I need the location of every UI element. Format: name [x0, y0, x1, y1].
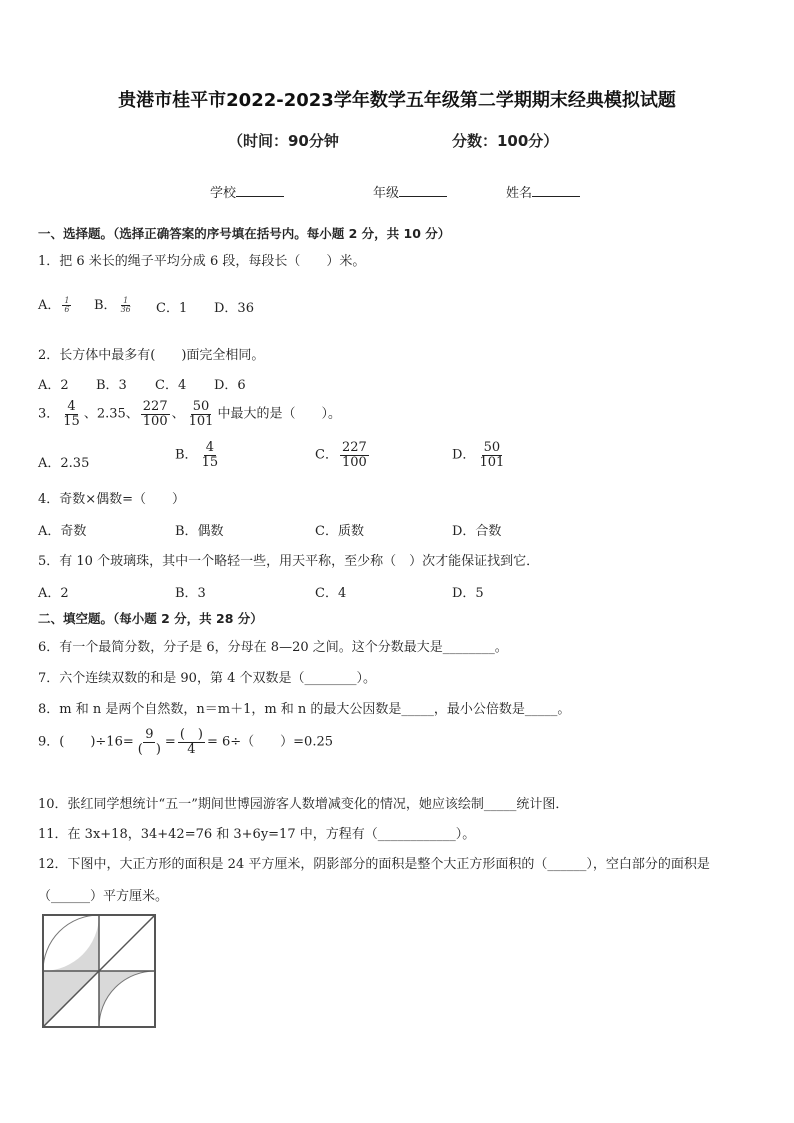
q5-option-b: B．3 [175, 586, 206, 601]
exam-time: （时间：90分钟 [228, 132, 339, 150]
q1-option-b: B． $\frac{1}{36}$ [94, 295, 131, 314]
question-2: 2．长方体中最多有( )面完全相同。 [38, 348, 265, 363]
question-4: 4．奇数×偶数=（ ） [38, 492, 186, 507]
question-7: 7．六个连续双数的和是 90，第 4 个双数是（________）。 [38, 671, 376, 686]
q3-option-d: D． $\frac{50}{101}$ [452, 440, 505, 470]
fraction: $\frac{9}{( )}$ [137, 727, 161, 757]
fraction: $\frac{227}{100}$ [142, 399, 168, 429]
grade-label: 年级 [373, 186, 400, 201]
school-label: 学校 [210, 186, 237, 201]
name-blank [532, 183, 580, 197]
q2-option-c: C．4 [155, 378, 187, 393]
question-9: 9．( )÷16= $\frac{9}{( )}$ = $\frac{( )}{4}$ = 6÷（ ）=0.25 [38, 727, 333, 757]
q5-option-a: A．2 [38, 586, 69, 601]
fraction: $\frac{1}{36}$ [120, 295, 131, 314]
fraction: $\frac{( )}{4}$ [179, 727, 203, 757]
question-8: 8．m 和 n 是两个自然数，n＝m＋1，m 和 n 的最大公因数是_____，最小公倍数是_____。 [38, 702, 571, 717]
question-6: 6．有一个最简分数，分子是 6，分母在 8—20 之间。这个分数最大是________。 [38, 640, 508, 655]
fraction: $\frac{4}{15}$ [63, 399, 80, 429]
q2-option-a: A．2 [38, 378, 69, 393]
fraction: $\frac{227}{100}$ [341, 440, 367, 470]
q2-option-b: B．3 [96, 378, 127, 393]
q1-option-c: C．1 [156, 301, 188, 316]
q1-option-a: A． $\frac{1}{6}$ [38, 295, 70, 314]
square-figure [40, 912, 158, 1030]
fraction: $\frac{4}{15}$ [201, 440, 219, 470]
school-blank [236, 183, 284, 197]
fraction: $\frac{50}{101}$ [479, 440, 505, 470]
q3-option-a: A．2.35 [38, 456, 90, 471]
question-12-continued: （______）平方厘米。 [38, 889, 169, 904]
question-3: 3． $\frac{4}{15}$ 、2.35、 $\frac{227}{100}$ 、 $\frac{50}{101}$ 中最大的是（ ）。 [38, 399, 341, 429]
fraction: $\frac{50}{101}$ [188, 399, 214, 429]
grade-blank [399, 183, 447, 197]
school-field [210, 182, 284, 201]
q2-option-d: D．6 [214, 378, 246, 393]
question-12: 12．下图中，大正方形的面积是 24 平方厘米，阴影部分的面积是整个大正方形面积的（______），空白部分的面积是 [38, 857, 710, 872]
fraction: $\frac{1}{6}$ [64, 295, 70, 314]
q4-option-b: B．偶数 [175, 524, 224, 539]
q4-option-c: C．质数 [315, 524, 364, 539]
question-1: 1．把 6 米长的绳子平均分成 6 段，每段长（ ）米。 [38, 254, 366, 269]
grade-field [373, 182, 447, 201]
name-field [506, 182, 580, 201]
q4-option-a: A．奇数 [38, 524, 87, 539]
question-5: 5．有 10 个玻璃珠，其中一个略轻一些，用天平称，至少称（ ）次才能保证找到它． [38, 554, 540, 569]
question-11: 11．在 3x+18，34+42=76 和 3+6y=17 中，方程有（____________）。 [38, 827, 476, 842]
question-10: 10．张红同学想统计“五一”期间世博园游客人数增减变化的情况，她应该绘制_____统计图． [38, 797, 569, 812]
q3-option-b: B． $\frac{4}{15}$ [175, 440, 219, 470]
q5-option-c: C．4 [315, 586, 347, 601]
q5-option-d: D．5 [452, 586, 484, 601]
page-title: 贵港市桂平市2022-2023学年数学五年级第二学期期末经典模拟试题 [118, 90, 676, 111]
section2-heading: 二、填空题。（每小题 2 分，共 28 分） [38, 611, 263, 626]
name-label: 姓名 [506, 186, 533, 201]
section1-heading: 一、选择题。（选择正确答案的序号填在括号内。每小题 2 分，共 10 分） [38, 226, 451, 241]
q1-option-d: D．36 [214, 301, 254, 316]
exam-score: 分数：100分） [452, 132, 559, 150]
q4-option-d: D．合数 [452, 524, 502, 539]
q3-option-c: C． $\frac{227}{100}$ [315, 440, 367, 470]
